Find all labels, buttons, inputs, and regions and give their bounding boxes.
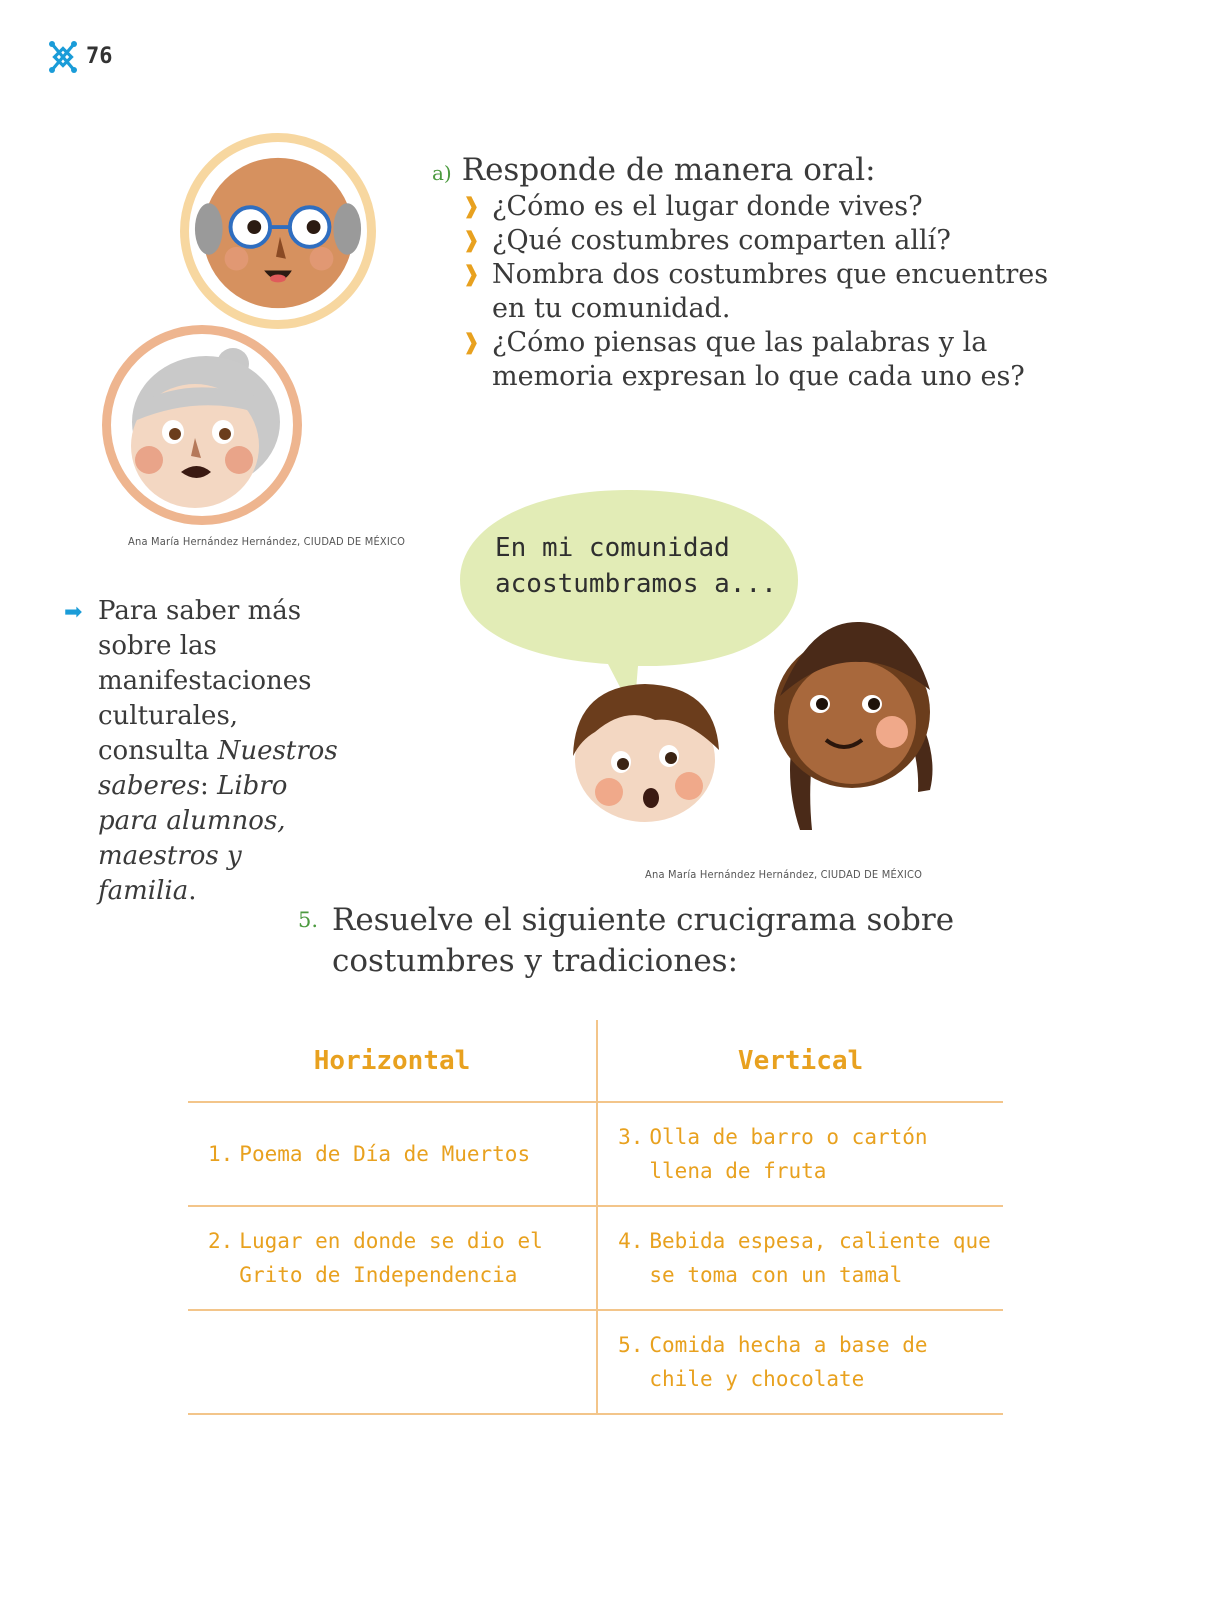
- activity-a: [432, 152, 1072, 394]
- table-cell: 1. Poema de Día de Muertos: [188, 1102, 597, 1206]
- question-list: [432, 190, 1072, 394]
- grandmother-illustration: [102, 325, 302, 525]
- chevron-right-icon: ❱: [462, 228, 481, 253]
- arrow-right-icon: ➡: [64, 600, 83, 625]
- column-header-horizontal: Horizontal: [188, 1020, 597, 1102]
- chevron-right-icon: ❱: [462, 330, 481, 355]
- list-item: ❱ ¿Cómo piensas que las palabras y la memoria expresan lo que cada uno es?: [462, 327, 1025, 392]
- activity-marker: a): [432, 161, 452, 185]
- illustration-credit: Ana María Hernández Hernández, CIUDAD DE MÉXICO: [645, 868, 923, 881]
- table-cell: 2. Lugar en donde se dio el Grito de Independencia: [188, 1206, 597, 1310]
- table-cell: 4. Bebida espesa, caliente que se toma con un tamal: [597, 1206, 1003, 1310]
- activity-5: [298, 900, 998, 982]
- table-cell: 3. Olla de barro o cartón llena de fruta: [597, 1102, 1003, 1206]
- table-row: [188, 1310, 1003, 1414]
- grandfather-illustration: [180, 133, 376, 329]
- table-cell: 5. Comida hecha a base de chile y chocolate: [597, 1310, 1003, 1414]
- activity-instruction: Resuelve el siguiente crucigrama sobre costumbres y tradiciones:: [332, 902, 955, 979]
- list-item: ❱ Nombra dos costumbres que encuentres en tu comunidad.: [462, 259, 1049, 324]
- column-header-vertical: Vertical: [597, 1020, 1003, 1102]
- side-note: Para saber más sobre las manifestaciones culturales, consulta Nuestros saberes: Libro para alumnos, maestros y familia.: [98, 596, 338, 906]
- table-row: [188, 1102, 1003, 1206]
- chevron-right-icon: ❱: [462, 194, 481, 219]
- crossword-clue-table: [188, 1020, 1003, 1415]
- list-item: ❱ ¿Cómo es el lugar donde vives?: [462, 191, 923, 222]
- table-row: [188, 1206, 1003, 1310]
- book-subtitle: Libro para alumnos, maestros y familia: [98, 771, 288, 906]
- chevron-right-icon: ❱: [462, 262, 481, 287]
- list-item: ❱ ¿Qué costumbres comparten allí?: [462, 225, 951, 256]
- activity-number: 5.: [298, 908, 319, 932]
- speech-bubble-text: En mi comunidad acostumbramos a...: [495, 533, 777, 599]
- illustration-credit: Ana María Hernández Hernández, CIUDAD DE MÉXICO: [128, 535, 406, 548]
- page-number: 76: [86, 44, 113, 69]
- table-cell: [188, 1310, 597, 1414]
- activity-title: Responde de manera oral:: [461, 152, 876, 188]
- cross-pattern-logo-icon: [48, 40, 78, 74]
- book-title: Nuestros saberes: [98, 736, 338, 801]
- boy-illustration: [565, 676, 725, 826]
- girl-illustration: [760, 600, 945, 845]
